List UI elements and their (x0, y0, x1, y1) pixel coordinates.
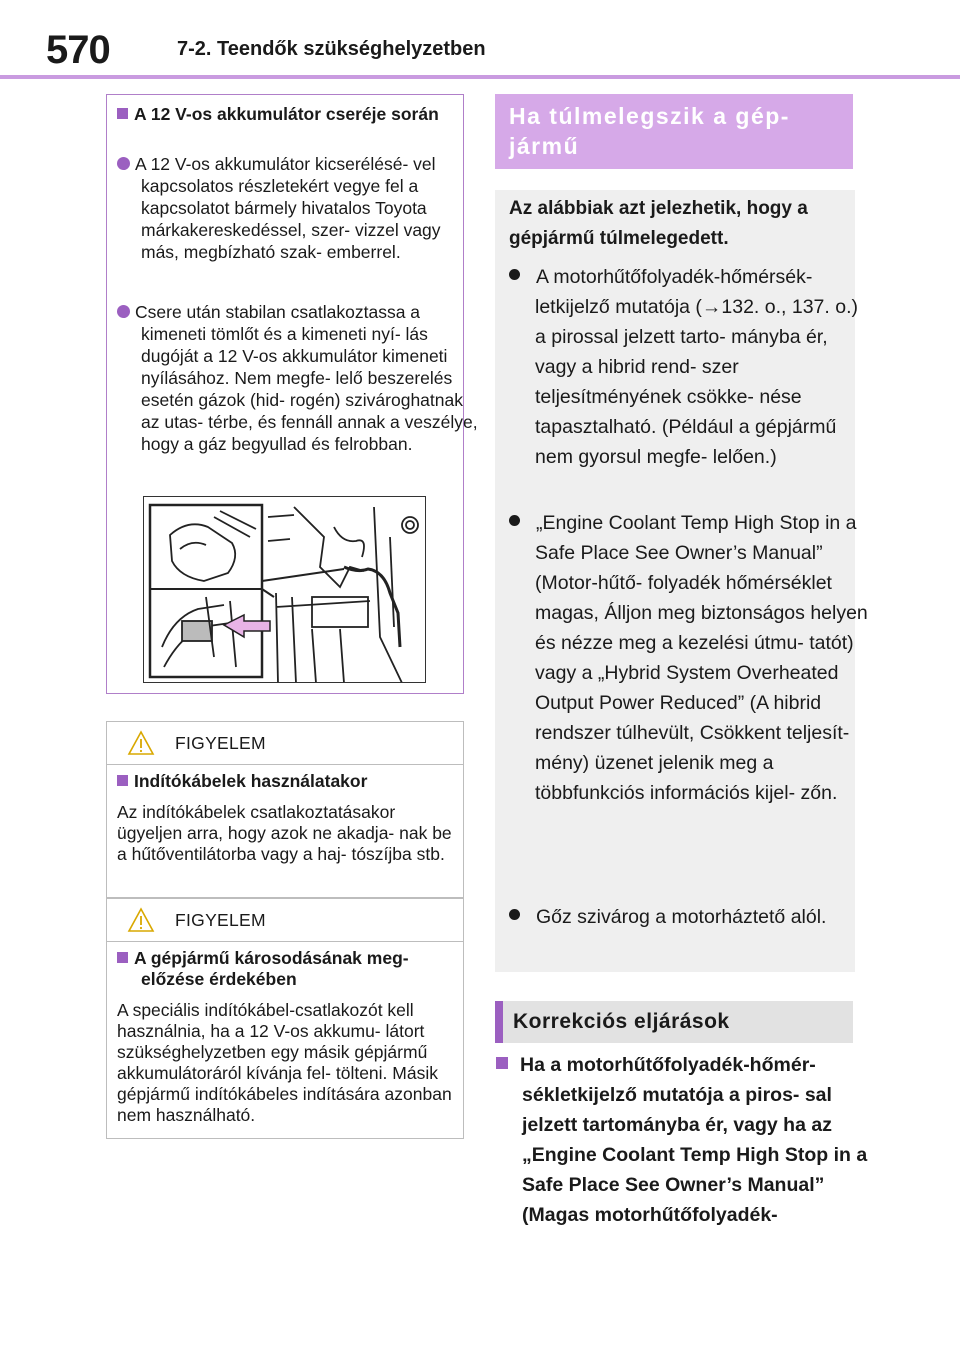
square-bullet-icon (117, 108, 128, 119)
overheat-item-1 (509, 262, 870, 472)
overheat-section-title: Ha túlmelegszik a gép- jármű (495, 94, 853, 169)
info-box-heading (117, 103, 476, 125)
overheat-item-1-text: A motorhűtőfolyadék-hőmérsék- letkijelző mutatója (→132. o., 137. o.) a pirossal jelzett tarto- mányba ér, vagy a hibrid rend- szer teljesítményének csökke- nése tapasztalható. (Például a gépjármű nem gyorsul megfe- lelően.) (535, 266, 858, 468)
page-number: 570 (46, 28, 110, 72)
warning-triangle-icon (127, 907, 155, 933)
engine-bay-illustration-icon (144, 497, 426, 683)
corrections-section-title: Korrekciós eljárások (495, 1001, 853, 1043)
round-bullet-icon (509, 515, 520, 526)
info-bullet-1 (117, 153, 481, 263)
overheat-intro: Az alábbiak azt jelezhetik, hogy a gépjármű túlmelegedett. (509, 198, 808, 249)
warning-header (107, 722, 463, 765)
info-bullet-1-text: A 12 V-os akkumulátor kicserélésé- vel kapcsolatos részletekért vegye fel a kapcsolatot bármely hivatalos Toyota márkakereskedéssel, szer- vizzel vagy más, megbízható szak- emberrel. (135, 154, 441, 262)
warning-subheading-text: A gépjármű károsodásának meg- előzése érdekében (134, 948, 409, 989)
square-bullet-icon (117, 775, 128, 786)
overheat-symptoms-box (495, 190, 868, 972)
warning-box-vehicle-damage (106, 898, 464, 1139)
warning-text: A speciális indítókábel-csatlakozót kell használnia, ha a 12 V-os akkumu- látort szükséghelyzetben egy másik gépjármű akkumulátoráról kívánja fel- tölteni. Másik gépjármű indítókábeles indítására azonban nem használható. (117, 1000, 452, 1125)
info-bullet-2-text: Csere után stabilan csatlakoztassa a kimeneti tömlőt és a kimeneti nyí- lás dugóját a 12 V-os akkumulátor kimeneti nyílásához. Nem megfe- lelő beszerelés esetén gázok (hid- rogén) szivároghatnak az utas- térbe, és fennáll annak a veszélye, hogy a gáz begyullad és felrobban. (135, 302, 478, 454)
overheat-item-3 (509, 902, 870, 932)
warning-body (107, 942, 463, 1132)
square-bullet-icon (496, 1057, 508, 1069)
round-bullet-icon (509, 909, 520, 920)
header-divider (0, 75, 960, 79)
warning-header (107, 899, 463, 942)
warning-triangle-icon (127, 730, 155, 756)
overheat-item-2 (509, 508, 870, 808)
overheat-item-2-text: „Engine Coolant Temp High Stop in a Safe Place See Owner’s Manual” (Motor-hűtő- folyadék hőmérséklet magas, Álljon meg biztonságos helyen és nézze meg a kezelési útmu- tatót) vagy a „Hybrid System Overheated Output Power Reduced” (A hibrid rendszer túlhevült, Csökkent teljesít- mény) üzenet jelenik meg a többfunkciós információs kijel- zőn. (535, 512, 868, 804)
page-header (0, 0, 960, 80)
warning-title: FIGYELEM (175, 733, 266, 753)
warning-subheading (117, 771, 453, 792)
info-box-heading-text: A 12 V-os akkumulátor cseréje során (134, 104, 439, 124)
battery-outlet-illustration (143, 496, 426, 683)
round-bullet-icon (509, 269, 520, 280)
warning-title: FIGYELEM (175, 910, 266, 930)
overheat-item-3-text: Gőz szivárog a motorháztető alól. (536, 906, 827, 928)
warning-body (107, 765, 463, 871)
corrections-subheading-text: Ha a motorhűtőfolyadék-hőmér- sékletkijelző mutatója a piros- sal jelzett tartományba ér, vagy ha az „Engine Coolant Temp High Stop in a Safe Place See Owner’s Manual” (Magas motorhűtőfolyadék- (520, 1054, 868, 1226)
warning-subheading (117, 948, 453, 990)
info-bullet-2 (117, 301, 481, 455)
round-bullet-icon (117, 305, 130, 318)
warning-box-jumper-cables (106, 721, 464, 898)
warning-subheading-text: Indítókábelek használatakor (134, 771, 368, 791)
square-bullet-icon (117, 952, 128, 963)
corrections-subheading (496, 1050, 882, 1230)
chapter-title: 7-2. Teendők szükséghelyzetben (177, 38, 486, 60)
round-bullet-icon (117, 157, 130, 170)
warning-text: Az indítókábelek csatlakoztatásakor ügyeljen arra, hogy azok ne akadja- nak be a hűtőventilátorba vagy a haj- tószíjba stb. (117, 802, 452, 864)
